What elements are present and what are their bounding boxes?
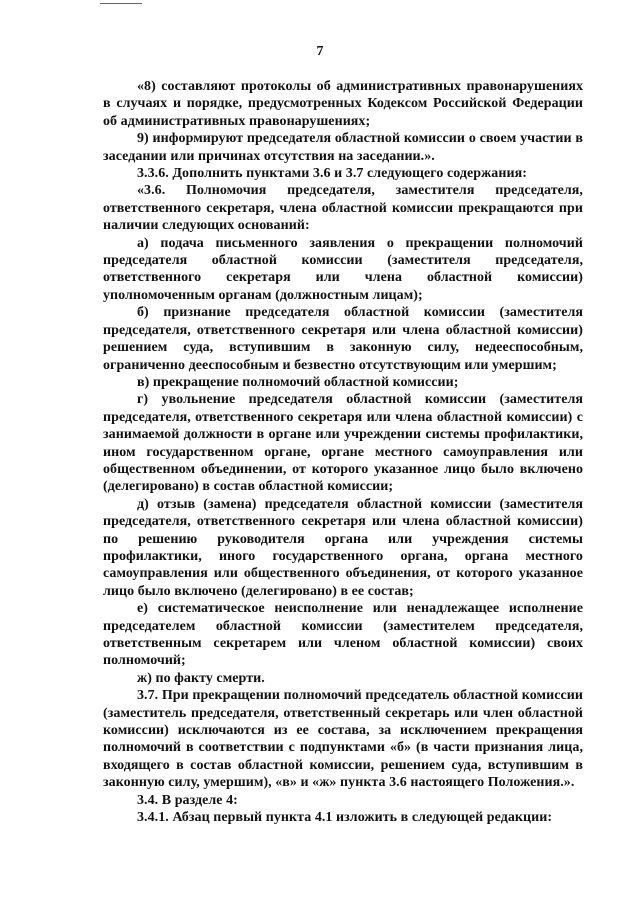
paragraph-8: «8) составляют протоколы об административных правонарушениях в случаях и порядке, предусмотренных Кодексом Российской Федерации об административных правонарушениях; xyxy=(103,79,583,129)
paragraph-3-6-e: е) систематическое неисполнение или ненадлежащее исполнение председателем областной комиссии (заместителем председателя, ответственным секретарем или членом областной комиссии) своих полномочий; xyxy=(103,601,583,669)
paragraph-3-6-b: б) признание председателя областной комиссии (заместителя председателя, ответственного секретаря или члена областной комиссии) решением суда, вступившим в законную силу, недееспособным, ограниченно дееспособным и безвестно отсутствующим или умершим; xyxy=(103,305,583,373)
paragraph-3-6: «3.6. Полномочия председателя, заместителя председателя, ответственного секретаря, члена областной комиссии прекращаются при наличии следующих оснований: xyxy=(103,183,583,234)
paragraph-3-6-a: а) подача письменного заявления о прекращении полномочий председателя областной комиссии (заместителя председателя, ответственного секретаря или члена областной комиссии) уполномоченным органам (должностным лицам); xyxy=(103,235,583,303)
paragraph-3-6-g: г) увольнение председателя областной комиссии (заместителя председателя, ответственного секретаря или члена областной комиссии) с занимаемой должности в органе или учреждении системы профилактики, ином государственном органе, органе местного самоуправления или общественном объединении, от которого указанное лицо было включено (делегировано) в состав областной комиссии; xyxy=(103,392,583,495)
paragraph-3-6-d: д) отзыв (замена) председателя областной комиссии (заместителя председателя, ответственного секретаря или члена областной комиссии) по решению руководителя органа или учреждения системы профилактики, иного государственного органа, органа местного самоуправления или общественного объединения, от которого указанное лицо было включено (делегировано) в ее состав; xyxy=(103,496,583,599)
paragraph-3-6-zh: ж) по факту смерти. xyxy=(137,670,265,686)
paragraph-3-3-6: 3.3.6. Дополнить пунктами 3.6 и 3.7 следующего содержания: xyxy=(137,166,527,182)
page-number: 7 xyxy=(316,44,324,59)
paragraph-3-4: 3.4. В разделе 4: xyxy=(137,792,238,808)
paragraph-3-6-v: в) прекращение полномочий областной комиссии; xyxy=(137,374,459,390)
top-rule xyxy=(100,3,142,4)
document-body xyxy=(103,78,583,826)
paragraph-3-4-1: 3.4.1. Абзац первый пункта 4.1 изложить в следующей редакции: xyxy=(137,810,553,826)
paragraph-3-7: 3.7. При прекращении полномочий председатель областной комиссии (заместитель председателя, ответственный секретарь или член областной комиссии) исключаются из ее состава, за исключением прекращения полномочий в соответствии с подпунктами «б» (в части признания лица, входящего в состав областной комиссии, решением суда, вступившим в законную силу, умершим), «в» и «ж» пункта 3.6 настоящего Положения.». xyxy=(103,688,583,791)
paragraph-9: 9) информируют председателя областной комиссии о своем участии в заседании или причинах отсутствия на заседании.». xyxy=(103,131,583,164)
